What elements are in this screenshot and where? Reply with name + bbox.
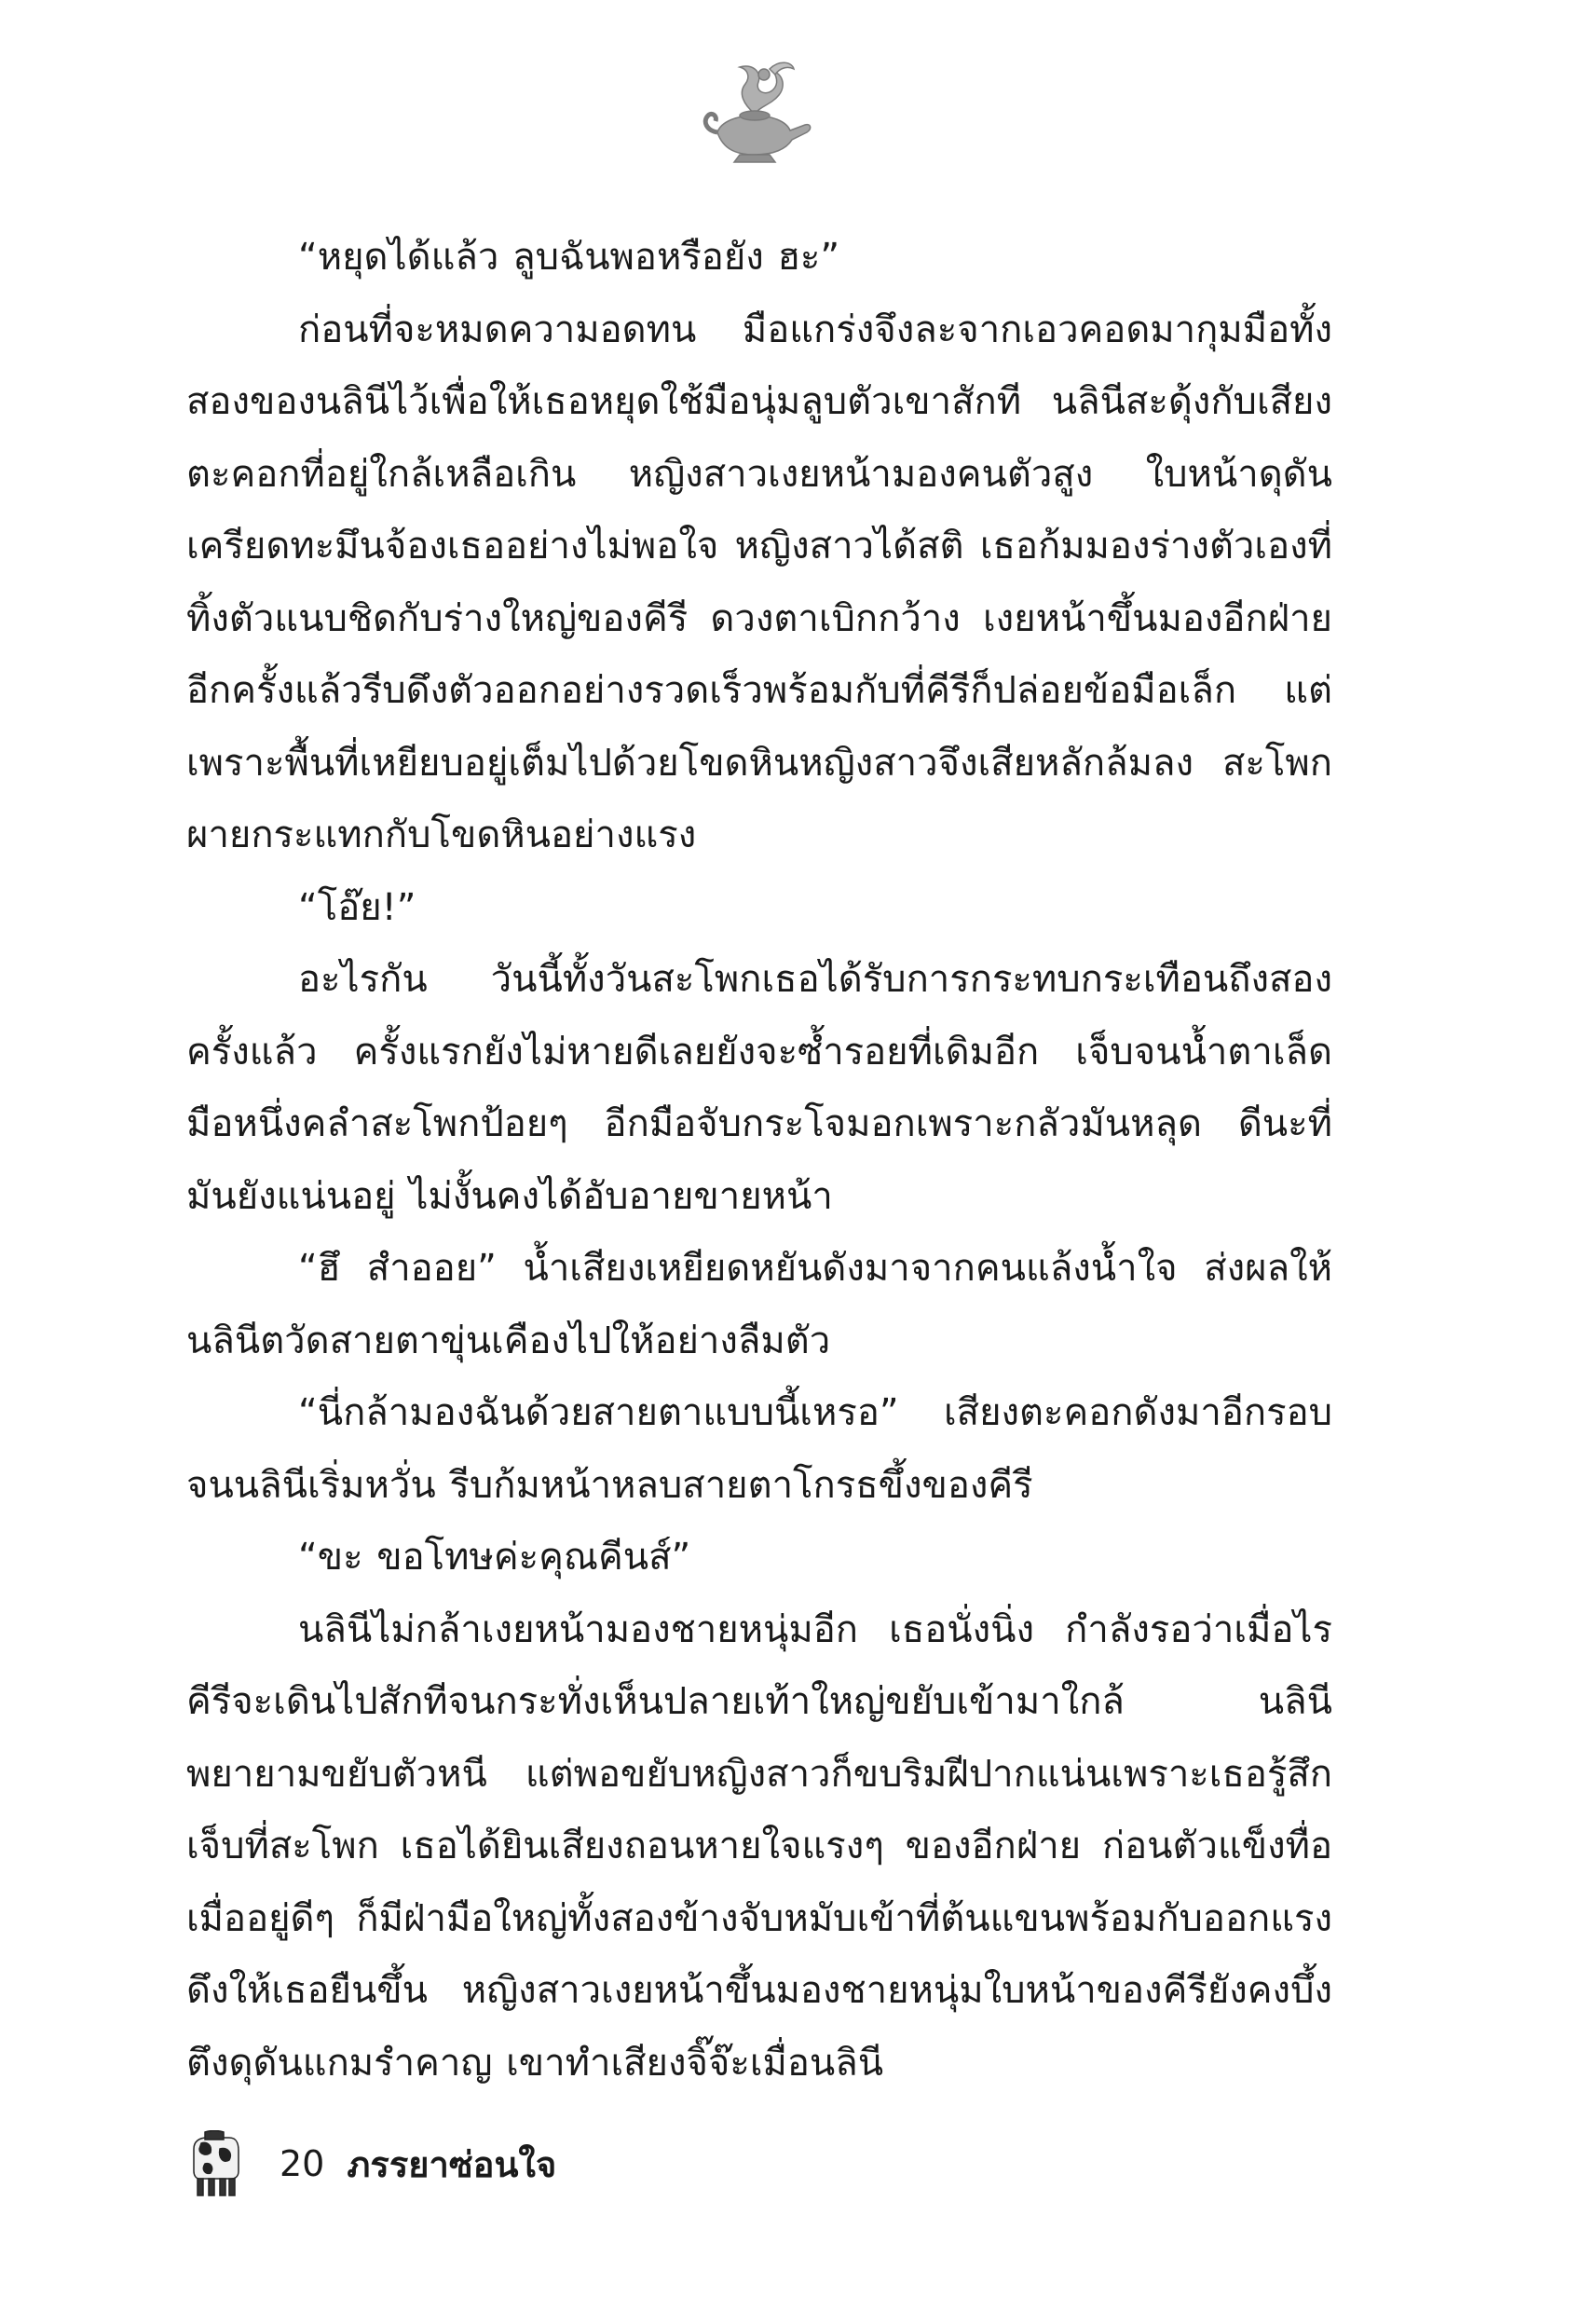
paragraph-dialogue-2: “โอ๊ย!” — [298, 885, 416, 929]
genie-lamp-ornament-icon — [689, 56, 820, 168]
paragraph-dialogue-3: “ฮึ สำออย” น้ำเสียงเหยียดหยันดังมาจากคนแล้งน้ำใจ ส่งผลให้นลินีตวัดสายตาขุ่นเคืองไปให้อย่างลืมตัว — [186, 1247, 1332, 1362]
book-title: ภรรยาซ่อนใจ — [347, 2143, 557, 2185]
paragraph-dialogue-1: “หยุดได้แล้ว ลูบฉันพอหรือยัง ฮะ” — [298, 236, 840, 279]
page-footer — [186, 2126, 556, 2201]
page-number: 20 — [280, 2143, 325, 2184]
paragraph-dialogue-4: “นี่กล้ามองฉันด้วยสายตาแบบนี้เหรอ” เสียงตะคอกดังมาอีกรอบจนนลินีเริ่มหวั่น รีบก้มหน้าหลบสายตาโกรธขึ้งของคีรี — [186, 1391, 1332, 1507]
paragraph-narration-3: นลินีไม่กล้าเงยหน้ามองชายหนุ่มอีก เธอนั่งนิ่ง กำลังรอว่าเมื่อไรคีรีจะเดินไปสักทีจนกระทั่งเห็นปลายเท้าใหญ่ขยับเข้ามาใกล้ นลินีพยายามขยับตัวหนี แต่พอขยับหญิงสาวก็ขบริมฝีปากแน่นเพราะเธอรู้สึกเจ็บที่สะโพก เธอได้ยินเสียงถอนหายใจแรงๆ ของอีกฝ่าย ก่อนตัวแข็งทื่อเมื่ออยู่ดีๆ ก็มีฝ่ามือใหญ่ทั้งสองข้างจับหมับเข้าที่ต้นแขนพร้อมกับออกแรงดึงให้เธอยืนขึ้น หญิงสาวเงยหน้าขึ้นมองชายหนุ่มใบหน้าของคีรียังคงบึ้งตึงดุดันแกมรำคาญ เขาทำเสียงจิ๊จ๊ะเมื่อนลินี — [186, 1607, 1332, 2085]
cow-icon — [186, 2130, 242, 2197]
paragraph-narration-2: อะไรกัน วันนี้ทั้งวันสะโพกเธอได้รับการกระทบกระเทือนถึงสองครั้งแล้ว ครั้งแรกยังไม่หายดีเลยยังจะซ้ำรอยที่เดิมอีก เจ็บจนน้ำตาเล็ด มือหนึ่งคลำสะโพกป้อยๆ อีกมือจับกระโจมอกเพราะกลัวมันหลุด ดีนะที่มันยังแน่นอยู่ ไม่งั้นคงได้อับอายขายหน้า — [186, 958, 1332, 1218]
paragraph-narration-1: ก่อนที่จะหมดความอดทน มือแกร่งจึงละจากเอวคอดมากุมมือทั้งสองของนลินีไว้เพื่อให้เธอหยุดใช้มือนุ่มลูบตัวเขาสักที นลินีสะดุ้งกับเสียงตะคอกที่อยู่ใกล้เหลือเกิน หญิงสาวเงยหน้ามองคนตัวสูง ใบหน้าดุดันเครียดทะมึนจ้องเธออย่างไม่พอใจ หญิงสาวได้สติ เธอก้มมองร่างตัวเองที่ทิ้งตัวแนบชิดกับร่างใหญ่ของคีรี ดวงตาเบิกกว้าง เงยหน้าขึ้นมองอีกฝ่ายอีกครั้งแล้วรีบดึงตัวออกอย่างรวดเร็วพร้อมกับที่คีรีก็ปล่อยข้อมือเล็ก แต่เพราะพื้นที่เหยียบอยู่เต็มไปด้วยโขดหินหญิงสาวจึงเสียหลักล้มลง สะโพกผายกระแทกกับโขดหินอย่างแรง — [186, 308, 1332, 856]
body-text — [186, 222, 1332, 2160]
paragraph-dialogue-5: “ขะ ขอโทษค่ะคุณคีนส์” — [298, 1536, 691, 1579]
